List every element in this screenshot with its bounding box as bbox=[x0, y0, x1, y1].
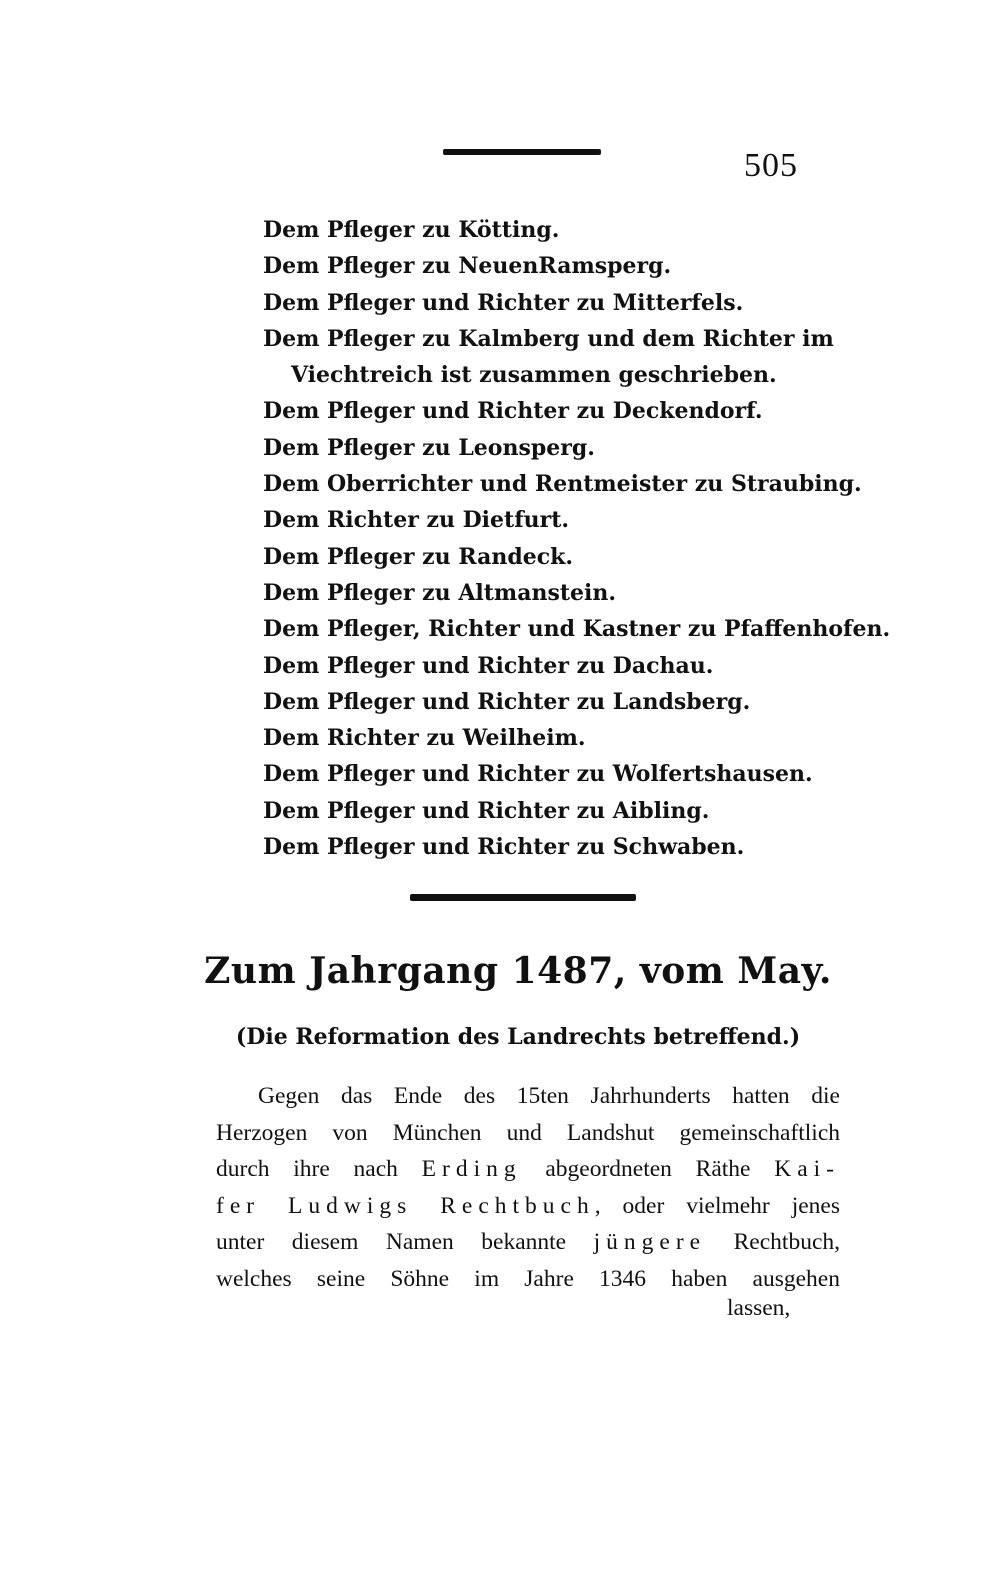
list-item-continuation: Viechtreich ist zusammen geschrieben. bbox=[291, 362, 777, 389]
top-rule bbox=[443, 149, 601, 155]
list-item: Dem Pfleger zu Kötting. bbox=[263, 217, 560, 243]
page-number: 505 bbox=[744, 147, 798, 184]
list-item: Dem Pfleger und Richter zu Schwaben. bbox=[263, 834, 745, 861]
section-divider bbox=[410, 894, 636, 901]
list-item: Dem Pfleger zu Kalmberg und dem Richter im bbox=[263, 325, 834, 352]
body-line: Gegen das Ende des 15ten Jahrhunderts hatten die bbox=[258, 1083, 840, 1109]
list-item: Dem Richter zu Weilheim. bbox=[263, 725, 586, 752]
list-item: Dem Pfleger zu Leonsperg. bbox=[263, 434, 595, 461]
list-item: Dem Pfleger und Richter zu Aibling. bbox=[263, 797, 710, 824]
emphasis-spaced: fer Ludwigs Rechtbuch bbox=[216, 1192, 595, 1219]
emphasis-spaced: Erding bbox=[421, 1156, 522, 1183]
body-line: Herzogen von München und Landshut gemeinschaftlich bbox=[216, 1119, 840, 1146]
recipient-list bbox=[263, 212, 891, 865]
body-paragraph bbox=[216, 1078, 840, 1298]
list-item: Dem Pfleger zu Altmanstein. bbox=[263, 579, 616, 606]
list-item: Dem Pfleger und Richter zu Wolfertshausen. bbox=[263, 761, 813, 788]
list-item: Dem Pfleger und Richter zu Landsberg. bbox=[263, 688, 751, 715]
list-item: Dem Pfleger und Richter zu Dachau. bbox=[263, 652, 714, 679]
body-line: durch ihre nach Erding abgeordneten Räthe Kai- bbox=[216, 1156, 841, 1183]
list-item: Dem Pfleger zu Randeck. bbox=[263, 543, 574, 570]
list-item: Dem Pfleger und Richter zu Deckendorf. bbox=[263, 398, 763, 425]
list-item: Dem Pfleger, Richter und Kastner zu Pfaffenhofen. bbox=[263, 616, 891, 643]
body-line: unter diesem Namen bekannte jüngere Rechtbuch, bbox=[216, 1229, 841, 1256]
body-line: fer Ludwigs Rechtbuch, oder vielmehr jenes bbox=[216, 1192, 840, 1219]
list-item: Dem Richter zu Dietfurt. bbox=[263, 507, 570, 534]
catchword: lassen, bbox=[727, 1295, 791, 1321]
emphasis-spaced: jüngere bbox=[593, 1229, 707, 1256]
emphasis-spaced: Kai- bbox=[774, 1156, 841, 1183]
section-subheading: (Die Reformation des Landrechts betreffend.) bbox=[235, 1024, 801, 1050]
section-heading: Zum Jahrgang 1487, vom May. bbox=[204, 950, 832, 992]
list-item: Dem Pfleger und Richter zu Mitterfels. bbox=[263, 289, 744, 316]
list-item: Dem Oberrichter und Rentmeister zu Straubing. bbox=[263, 471, 862, 498]
list-item: Dem Pfleger zu NeuenRamsperg. bbox=[263, 253, 672, 280]
body-line: welches seine Söhne im Jahre 1346 haben ausgehen bbox=[216, 1265, 840, 1292]
